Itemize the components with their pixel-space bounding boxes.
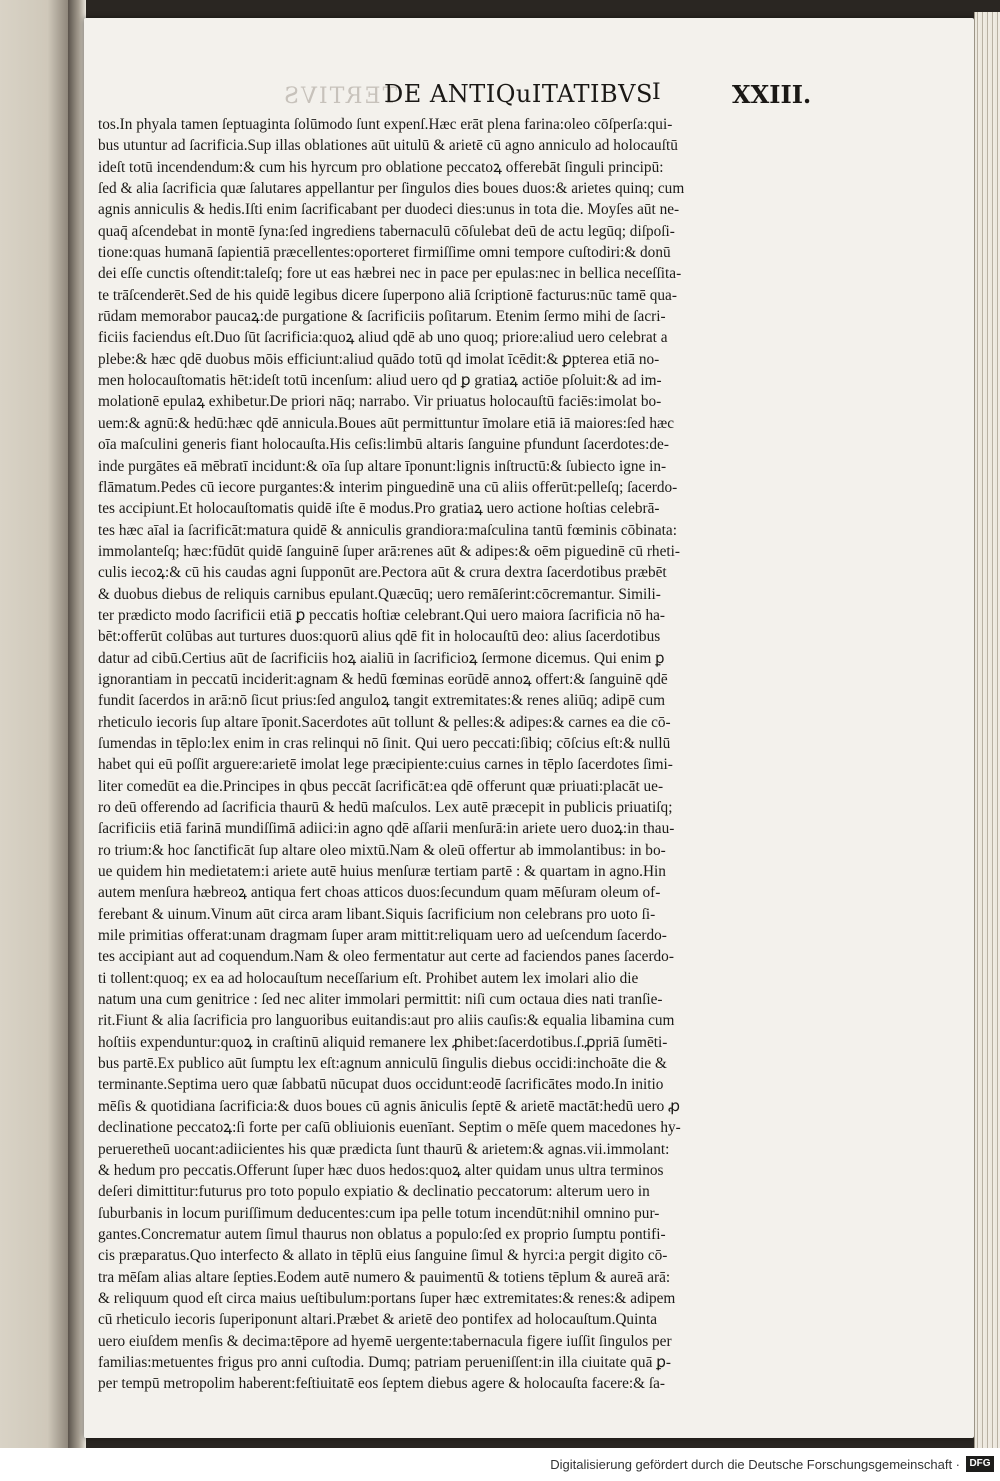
text-line: uero eiuſdem menſis & decima:tēpore ad hyemē uergente:tabernacula figere iuſſit ſingulos per — [98, 1332, 672, 1350]
text-line: rheticulo iecoris ſup altare īponit.Sacerdotes aūt tollunt & pelles:& adipes:& carnes ea die cō- — [98, 713, 671, 731]
text-line: quaq̄ aſcendebat in montē ſyna:ſed ingrediens tabernaculū cōſulebat deū de actu legūq; diſpoſi- — [98, 222, 675, 240]
text-line: ficiis faciendus eſt.Duo ſūt ſacrificia:quoꝝ aliud qdē ab uno quoq; priore:aliud uero celebrat a — [98, 329, 668, 347]
text-line: gantes.Concrematur autem ſimul thaurus non oblatus a populo:ſed ex proprio ſumptu pontifi- — [98, 1225, 666, 1243]
text-line: oīa maſculini generis fiant holocauſta.His ceſis:limbū altaris ſanguine pfundunt ſacerdotes:de- — [98, 436, 669, 454]
text-line: terminante.Septima uero quæ ſabbatū nūcupat duos occidunt:eodē ſacrificātes modo.In initio — [98, 1076, 664, 1094]
text-line: ſacrificiis etiā farinā mundiſſimā adiici:in agno qdē aſſarii menſurā:in ariete uero duoꝝ:in thau- — [98, 820, 675, 838]
text-line: perueretheū uocant:adiicientes his quæ prædicta ſunt thaurū & arietem:& agnas.vii.immolant: — [98, 1140, 670, 1158]
text-line: familias:metuentes frigus pro anni cuſtodia. Dumq; patriam perueniſſent:in illa ciuitate quā ꝑ- — [98, 1353, 671, 1371]
text-line: cū rheticulo iecoris ſuperiponunt altari.Præbet & arietē deo pontifex ad holocauſtum.Quinta — [98, 1311, 658, 1329]
folio-number: XXIII. — [732, 80, 812, 109]
text-line: inde purgātes eā mēbratī incidunt:& oīa ſup altare īponunt:lignis inſtructū:& ſubiecto igne in- — [98, 457, 667, 475]
previous-page-edge — [0, 0, 69, 1460]
text-line: culis iecoꝝ:& cū his caudas agni ſupponūt are.Pectora aūt & crura dextra ſacerdotibus præbēt — [98, 564, 667, 582]
text-line: cis præparatus.Quo interfecto & allato in tēplū eius ſanguine ſimul & hyrci:a pergit digito cō- — [98, 1247, 668, 1265]
text-line: mile primitias offerat:unam dragmam ſuper aram mittit:reliquam uero ad ueſcendum ſacerdo- — [98, 927, 667, 945]
running-head — [84, 80, 974, 114]
text-line: tra mēſam alias altare ſepties.Eodem autē numero & pauimentū & totiens tēplum & aureā arā: — [98, 1268, 671, 1286]
text-line: bus utuntur ad ſacrificia.Sup illas oblationes aūt uitulū & arietē cū agno anniculo ad holocauſtū — [98, 137, 678, 155]
text-line: ideſt totū incendendum:& cum his hyrcum pro oblatione peccatoꝝ offerebāt ſinguli principū: — [98, 158, 664, 176]
text-line: ti tollent:quoq; ex ea ad holocauſtum neceſſarium eſt. Prohibet autem lex imolari alio die — [98, 969, 639, 987]
text-line: ro deū offerendo ad ſacrificia thaurū & hedū maſculos. Lex autē præcepit in publicis priuatiſq; — [98, 799, 673, 816]
text-line: ſed & alia ſacrificia quæ ſalutares appellantur per ſingulos dies boues duos:& arietes quinq; cum — [98, 180, 685, 198]
text-line: flāmatum.Pedes cū iecore purgantes:& interim pinguedinē una cū aliis offerūt:pelleſq; ſacerdo- — [98, 478, 678, 496]
text-line: fundit ſacerdos in arā:nō ſicut prius:ſed anguloꝝ tangit extremitates:& renes aliūq; adipē cum — [98, 692, 666, 710]
text-line: tes accipiunt.Et holocauſtomatis quidē iſte ē modus.Pro gratiaꝝ uero actione hoſtias celebrā- — [98, 500, 660, 518]
text-line: ter prædicto modo ſacrificii etiā ꝑ peccatis hoſtiæ celebrant.Qui uero maiora ſacrificia nō ha- — [98, 606, 665, 624]
text-line: declinatione peccatoꝝ:ſi forte per caſū obliuionis euenīant. Septim o mēſe quem macedones hy- — [98, 1119, 681, 1137]
text-line: bus partē.Ex publico aūt ſumptu lex eſt:agnum anniculū ſingulis diebus occidi:inchoāte die & — [98, 1055, 667, 1073]
page-block-edge — [974, 12, 1000, 1452]
text-line: hoſtiis expenduntur:quoꝝ in craſtinū aliquid remanere lex ꝓhibet:ſacerdotibus.ſ.ꝓpriā ſumēti- — [98, 1033, 668, 1051]
text-line: molationē epulaꝝ exhibetur.De priori nāq; narrabo. Vir priuatus holocauſtū faciēs:imolat bo- — [98, 393, 662, 411]
text-line: tione:quas humanā ſapientiā præcellentes:oporteret firmiſſime omni tempore cuſtodiri:& donū — [98, 244, 671, 262]
digitization-footer — [0, 1448, 1000, 1481]
text-line: natum una cum genitrice : ſed nec aliter immolari permittit: niſi cum octaua dies nati tranſie- — [98, 991, 663, 1009]
text-line: men holocauſtomatis hēt:ideſt totū incenſum: aliud uero qd ꝑ gratiaꝝ actiōe pſoluit:& ad im- — [98, 372, 662, 390]
text-line: ue quidem hin medietatem:i ariete autē huius menſuræ tertiam partē : & quartam in agno.Hin — [98, 863, 666, 881]
text-line: bēt:offerūt colūbas aut turtures duos:quorū alius qdē fit in holocauſtū deo: alius ſacerdotibus — [98, 628, 661, 646]
head-mark: I — [652, 80, 661, 105]
text-line: tos.In phyala tamen ſeptuaginta ſolūmodo ſunt expenſ.Hæc erāt plena farina:oleo cōſperſa:qui- — [98, 116, 673, 133]
text-line: & hedum pro peccatis.Offerunt ſuper hæc duos hedos:quoꝝ alter quidam unus ultra terminos — [98, 1161, 664, 1179]
text-line: plebe:& hæc qdē duobus mōis efficiunt:aliud quādo totū qd imolat īcēdit:& ꝑpterea etiā no- — [98, 350, 660, 368]
body-text — [98, 114, 826, 1395]
book-page — [84, 18, 974, 1438]
text-line: te trāſcenderēt.Sed de his quidē legibus dicere ſuperpono aliā ſcriptionē facturus:nūc tamē qua- — [98, 286, 677, 304]
text-line: datur ad cibū.Certius aūt de ſacrificiis hoꝝ aialiū in ſacrificioꝝ ſermone dicemus. Qui enim ꝑ — [98, 649, 665, 667]
text-line: liter comedūt ea die.Principes in qbus peccāt ſacrificāt:ea qdē offerunt quæ priuati:placāt ue- — [98, 777, 664, 795]
text-line: dei eſſe cunctis oſtendit:taleſq; fore ut eas hæbrei nec in pace per epulas:nec in bellica neceſſita- — [98, 265, 682, 283]
text-line: & duobus diebus de reliquis carnibus epulant.Quæcūq; uero remāſerint:cōcremantur. Simili- — [98, 585, 661, 603]
text-line: ignorantiam in peccatū inciderit:agnam & hedū fœminas eorūdē annoꝝ offert:& ſanguinē qdē — [98, 670, 668, 688]
digitization-credit: Digitalisierung gefördert durch die Deutsche Forschungsgemeinschaft · — [550, 1457, 960, 1472]
text-line: rūdam memorabor paucaꝝ:de purgatione & ſacrificiis poſitarum. Etenim ſermo mihi de ſacri- — [98, 308, 666, 326]
text-line: ſumendas in tēplo:lex enim in cras relinqui nō ſinit. Qui uero peccati:ſibiq; cōſcius eſt:& nullū — [98, 734, 671, 752]
text-line: rit.Fiunt & alia ſacrificia pro languoribus euitandis:aut pro aliis cauſis:& equalia libamina cum — [98, 1012, 675, 1030]
text-line: tes hæc aīal ia ſacrificāt:matura quidē & anniculis grandiora:maſculina tantū fœminis cōbinata: — [98, 521, 677, 539]
text-line: ferebant & uinum.Vinum aūt circa aram libant.Siquis ſacrificium non celebrans pro uoto ſi- — [98, 905, 656, 923]
text-line: ſuburbanis in locum puriſſimum deducentes:cum ipa pelle totum incendūt:nihil omnino pur- — [98, 1204, 660, 1222]
text-line: ro trium:& hoc ſanctificāt ſup altare oleo mixtū.Nam & oleū offertur ab immolantibus: in bo- — [98, 841, 666, 859]
text-line: autem menſura hæbreoꝝ antiqua fert choas atticos duos:ſecundum quam mēſuram oleum of- — [98, 884, 661, 902]
text-line: immolanteſq; hæc:fūdūt quidē ſanguinē ſuper arā:renes aūt & adipes:& oēm piguedinē cū rheti- — [98, 542, 680, 560]
page-title: DE ANTIQuITATIBVS — [384, 80, 653, 108]
text-line: deſeri dimittitur:futurus pro toto populo expiatio & declinatio peccatorum: alterum uero in — [98, 1183, 650, 1201]
dfg-logo: DFG — [966, 1456, 994, 1472]
show-through-running-head: TERTIVS — [282, 84, 398, 109]
text-line: mēſis & quotidiana ſacrificia:& duos boues cū agnis āniculis ſeptē & arietē mactāt:hedū uero ꝓ — [98, 1097, 680, 1115]
text-line: uem:& agnū:& hedū:hæc qdē annicula.Boues aūt permittuntur īmolare etiā iā maiores:ſed hæc — [98, 414, 675, 432]
text-line: tes accipiant aut ad coquendum.Nam & oleo fermentatur aut certe ad faciendos panes ſacerdo- — [98, 948, 674, 966]
text-line: per tempū metropolim haberent:feſtiuitatē eos ſeptem diebus agere & holocauſta facere:& ſa- — [98, 1375, 666, 1393]
text-line: agnis anniculis & hedis.Iſti enim ſacrificabant per duodeci dies:unus in tota die. Moyſes aūt ne- — [98, 201, 680, 219]
text-line: habet qui eū poſſit arguere:arietē imolat lege præcipiente:cuius carnes in tēplo ſacerdotes ſimi- — [98, 756, 673, 774]
text-line: & reliquum quod eſt circa maius ueſtibulum:portans ſuper hæc extremitates:& renes:& adipem — [98, 1289, 676, 1307]
